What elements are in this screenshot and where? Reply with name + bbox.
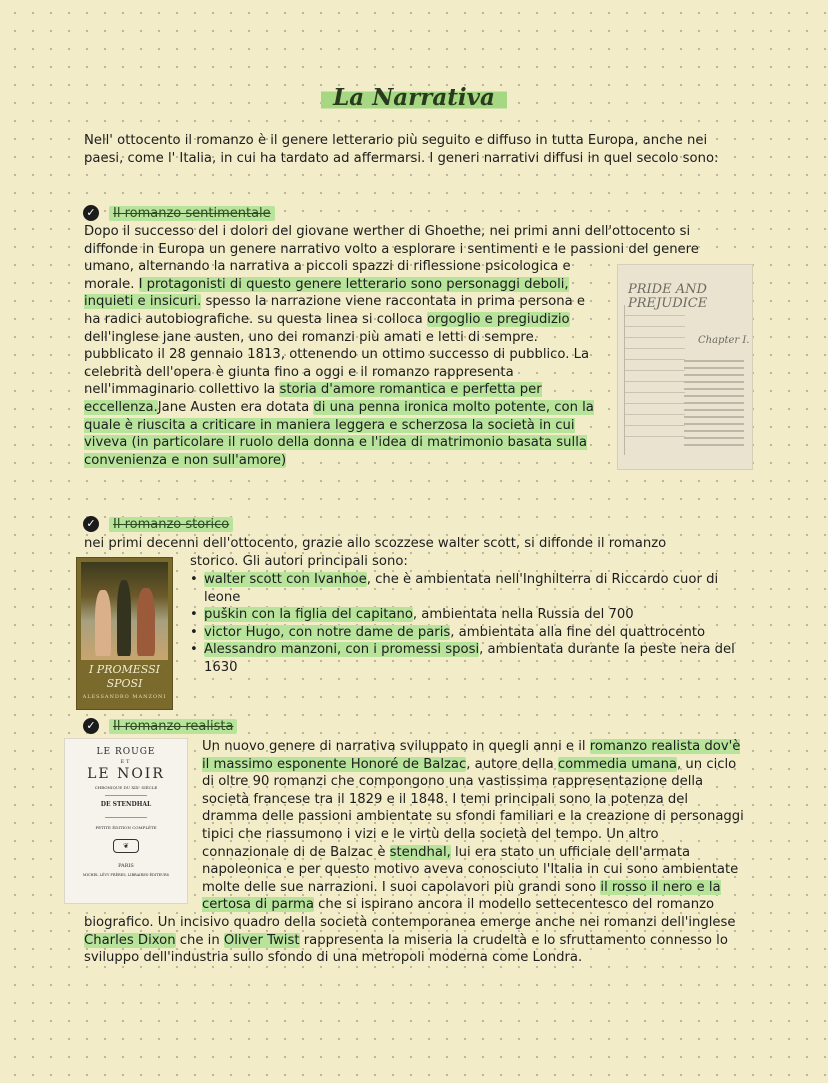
ps-title: I PROMESSI SPOSI: [88, 663, 161, 690]
text-run: , un ciclo di oltre 90 romanzi che compongono una vastissima rappresentazione della società francese tra il 1829 e il 1848. I temi principali sono la potenza del dramma delle passioni ambientate su sfondi familiari e la creazione di personaggi tipici che riassumono i vizi e le virtù della società del tempo. Un altro connazionale di de Balzac è: [202, 756, 744, 860]
highlighted-text: I protagonisti di questo genere letterario sono personaggi deboli, inquieti e insicuri.: [84, 276, 569, 310]
rn-line: PETITE ÉDITION COMPLÈTE: [95, 825, 157, 830]
pride-and-prejudice-image: [617, 264, 753, 470]
highlighted-text: commedia umana: [557, 756, 678, 772]
text-run: Un nuovo genere di narrativa sviluppato in quegli anni e il: [202, 739, 590, 754]
text-run: , ambientata durante la peste nera del 1630: [204, 642, 735, 675]
pp-illustration: [624, 305, 685, 455]
highlighted-text: walter scott con Ivanhoe: [204, 572, 367, 587]
highlighted-text: Oliver Twist: [223, 932, 300, 948]
rn-line: LE NOIR: [87, 766, 165, 782]
section-header-sentimentale: [83, 205, 275, 221]
highlighted-text: puškin con la figlia del capitano: [204, 607, 413, 623]
wrap-spacer: [743, 223, 744, 267]
text-run: lui era stato un ufficiale dell'armata napoleonica e per questo motivo aveva conosciuto l'Italia in cui sono ambientate molte delle sue narrazioni. I suoi capolavori più grandi sono: [202, 844, 739, 895]
section-title: Il romanzo sentimentale: [109, 206, 275, 221]
check-circle-icon: ✓: [83, 718, 99, 734]
text-run: , ambientata alla fine del quattrocento: [450, 624, 706, 640]
text-run: Dopo il successo del i dolori del giovane werther di Ghoethe, nei primi anni dell'ottocento si diffonde in Europa un genere narrativo volto a esplorare i sentimenti e le passioni del genere umano, alternando la narrativa a piccoli spazzi di riflessione psicologica e morale.: [84, 224, 699, 292]
rn-line: ET: [120, 759, 132, 765]
highlighted-text: storia d'amore romantica e perfetta per eccellenza.: [84, 382, 542, 415]
highlighted-text: stendhal,: [389, 844, 451, 860]
publisher-logo-icon: ❦: [113, 839, 139, 853]
author-item: [190, 624, 740, 642]
highlighted-text: Charles Dixon: [84, 932, 176, 948]
text-run: rappresenta la miseria la crudeltà e lo sfruttamento connesso lo sviluppo dell'industria sullo sfondo di una metropoli moderna come Londra.: [84, 932, 728, 966]
highlighted-text: romanzo realista dov'è il massimo esponente Honoré de Balzac: [202, 739, 741, 772]
text-run: che in: [175, 932, 224, 948]
ps-painting: [81, 562, 168, 660]
highlighted-text: di una penna ironica molto potente, con la quale è riuscita a criticare in maniera leggera e scherzosa la società in cui viveva (in particolare il ruolo della donna e l'idea di matrimonio basata sulla convenienza e non sull'amore): [84, 399, 594, 468]
check-circle-icon: ✓: [83, 205, 99, 221]
highlighted-text: victor Hugo, con notre dame de paris: [204, 624, 451, 640]
section-title: Il romanzo realista: [109, 719, 237, 734]
text-run: spesso la narrazione viene raccontata in prima persona e ha radici autobiografiche. su questa linea si colloca: [84, 294, 585, 327]
pp-title: PRIDE AND PREJUDICE: [628, 282, 708, 311]
text-run: , che è ambientata nell'Inghilterra di Riccardo cuor di leone: [204, 572, 719, 605]
text-run: , autore della: [466, 756, 558, 772]
pp-chapter: Chapter I.: [698, 335, 750, 346]
section-title: Il romanzo storico: [109, 517, 233, 532]
author-item: [190, 571, 740, 606]
i-promessi-sposi-image: [77, 558, 172, 709]
rn-line: PARIS: [118, 863, 134, 869]
pp-text-lines: [684, 355, 744, 451]
text-run: , ambientata nella Russia del 700: [412, 607, 634, 623]
rn-line: LE ROUGE: [96, 747, 156, 757]
text-run: dell'inglese jane austen, uno dei romanzi più amati e letti di sempre. pubblicato il 28 gennaio 1813, ottenendo un ottimo successo di pubblico. La celebrità dell'opera è giunta fino a oggi e il romanzo rappresenta nell'immaginario collettivo la: [84, 329, 590, 398]
text-run: Jane Austen era dotata: [157, 399, 314, 415]
highlighted-text: il rosso il nero e la certosa di parma: [202, 879, 721, 913]
check-circle-icon: ✓: [83, 516, 99, 532]
storico-intro: nei primi decenni dell'ottocento, grazie allo scozzese walter scott, si diffonde il romanzo: [84, 536, 667, 551]
author-item: [190, 606, 740, 624]
storico-intro-2: storico. Gli autori principali sono:: [190, 554, 408, 569]
section-header-storico: [83, 516, 233, 532]
author-item: [190, 641, 740, 676]
highlighted-text: orgoglio e pregiudizio: [426, 311, 570, 327]
text-run: che si ispirano ancora il modello settecentesco del romanzo biografico. Un incisivo quadro della società contemporanea emerge anche nei romanzi dell'inglese: [84, 897, 736, 930]
page-title: La Narrativa: [0, 84, 828, 111]
rn-line: MICHEL LÉVY FRÈRES, LIBRAIRES-ÉDITEURS: [82, 873, 170, 877]
authors-list: [190, 571, 740, 677]
intro-paragraph: Nell' ottocento il romanzo è il genere letterario più seguito e diffuso in tutta Europa, anche nei paesi, come l' Italia, in cui ha tardato ad affermarsi. I generi narrativi diffusi in quel secolo sono:: [84, 133, 719, 166]
rn-line: DE STENDHAL: [100, 801, 152, 808]
le-rouge-et-le-noir-image: [64, 738, 188, 904]
ps-author: ALESSANDRO MANZONI: [82, 694, 167, 700]
highlighted-text: Alessandro manzoni, con i promessi sposi: [204, 642, 480, 658]
rn-line: CHRONIQUE DU XIXᵉ SIÈCLE: [94, 785, 158, 790]
section-header-realista: [83, 718, 237, 734]
